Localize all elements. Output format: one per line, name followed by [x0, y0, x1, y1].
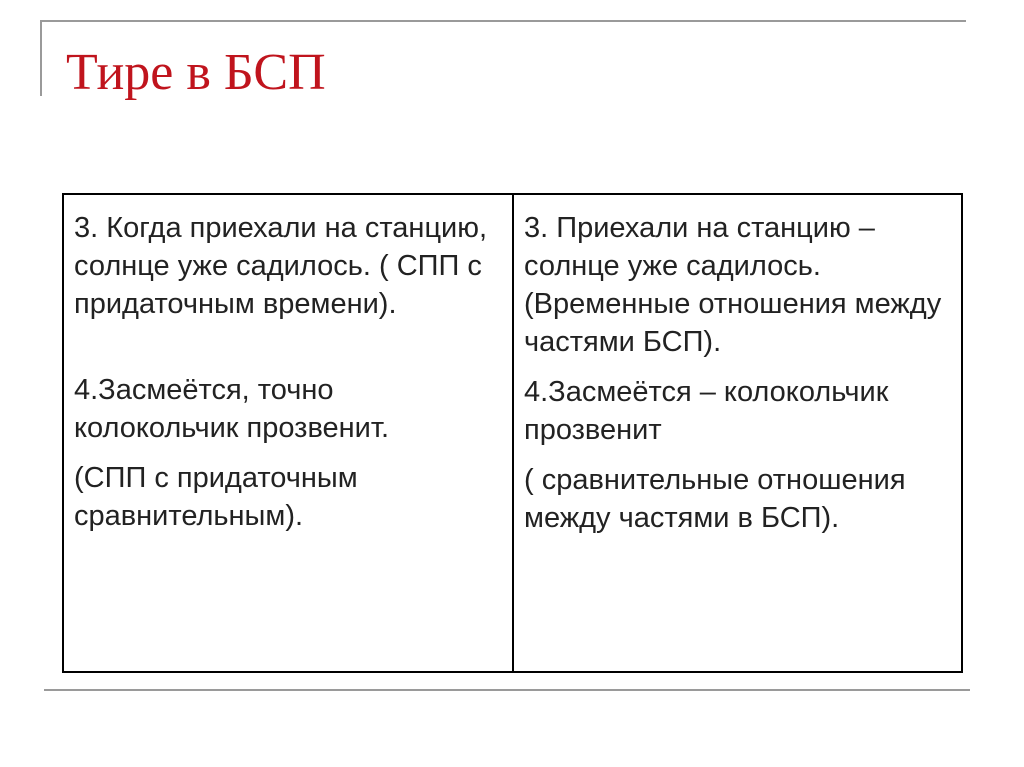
- comparison-table: [62, 193, 963, 673]
- right-paragraph-1: 3. Приехали на станцию – солнце уже садилось. (Временные отношения между частями БСП).: [524, 212, 942, 358]
- table-cell-right: [514, 195, 961, 671]
- bottom-rule: [44, 689, 970, 691]
- left-rule: [40, 20, 42, 96]
- top-rule: [40, 20, 966, 22]
- left-paragraph-1: 3. Когда приехали на станцию, солнце уже садилось. ( СПП с придаточным времени).: [74, 212, 488, 320]
- slide-title: Тире в БСП: [66, 44, 326, 101]
- right-paragraph-3: ( сравнительные отношения между частями в БСП).: [524, 464, 906, 534]
- left-paragraph-3: (СПП с придаточным сравнительным).: [74, 462, 358, 532]
- right-paragraph-2: 4.Засмеётся – колокольчик прозвенит: [524, 376, 889, 446]
- table-cell-left: [64, 195, 514, 671]
- left-paragraph-2: 4.Засмеётся, точно колокольчик прозвенит.: [74, 374, 390, 444]
